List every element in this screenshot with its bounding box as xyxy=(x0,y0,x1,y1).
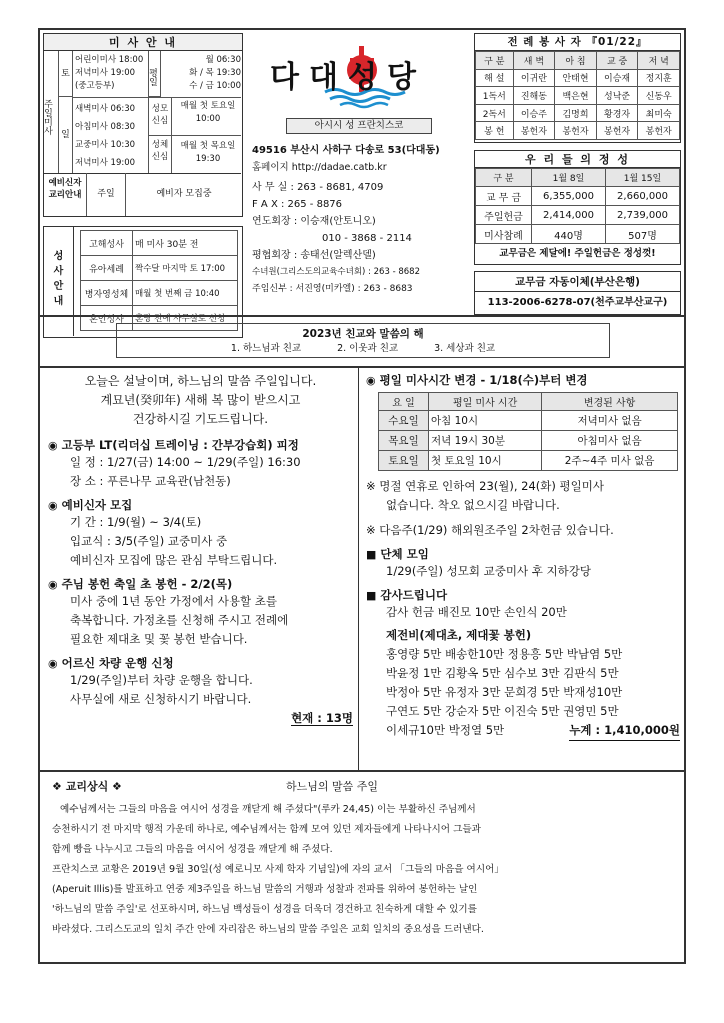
servers-cell: 안태현 xyxy=(555,69,597,87)
change-header: 변경된 사항 xyxy=(542,393,678,411)
servers-cell: 정지훈 xyxy=(638,69,680,87)
greeting-line: 건강하시길 기도드립니다. xyxy=(132,412,269,426)
servers-cell: 이승주 xyxy=(513,104,555,122)
donor-line: 박정아 5만 유정자 3만 문희경 5만 박재성10만 xyxy=(386,685,623,699)
servers-box xyxy=(474,33,681,143)
transfer-box xyxy=(474,271,681,315)
section-line: 사무실에 새로 신청하시기 바랍니다. xyxy=(70,692,252,706)
address: 49516 부산시 사하구 다송로 53(다대동) xyxy=(252,145,440,156)
theme-item: 1. 하느님과 친교 xyxy=(230,343,302,354)
weekday-mass-list xyxy=(163,54,241,93)
section-line: 예비신자 모집에 많은 관심 부탁드립니다. xyxy=(70,553,278,567)
sister-house: 수녀원(그리스도의교육수녀회) : 263 - 8682 xyxy=(252,267,420,277)
change-cell: 저녁미사 없음 xyxy=(542,411,678,431)
servers-cell: 신동우 xyxy=(638,87,680,105)
offering-title: 우 리 들 의 정 성 xyxy=(475,151,680,168)
transfer-account: 113-2006-6278-07(천주교부산교구) xyxy=(487,297,668,308)
section-line: 입교식 : 3/5(주일) 교중미사 중 xyxy=(70,534,228,548)
paragraph-line: 승천하시기 전 마지막 행적 가운데 하나로, 예수님께서는 함께 모여 있던 제자들에게 나타나시어 그들과 xyxy=(52,824,481,835)
note-line: ※ 명절 연휴로 인하여 23(월), 24(화) 평일미사 xyxy=(366,479,604,493)
section-line: 장 소 : 푸른나무 교육관(남천동) xyxy=(70,474,231,488)
servers-cell: 봉헌자 xyxy=(638,122,680,140)
paragraph-line: (Aperuit Illis)를 발표하고 연중 제3주일을 하느님 말씀의 거행과 성찰과 전파를 위하여 봉헌하는 날인 xyxy=(52,884,478,895)
catechumen-label: 예비신자교리안내 xyxy=(48,178,82,200)
servers-cell: 2독서 xyxy=(476,104,514,122)
servers-cell: 봉헌자 xyxy=(596,122,638,140)
change-cell: 아침미사 없음 xyxy=(542,431,678,451)
donor-line: 박윤정 1만 김황옥 5만 심수보 3만 김판식 5만 xyxy=(386,666,619,680)
donor-line: 홍영량 5만 배송한10만 정용흥 5만 박남염 5만 xyxy=(386,647,623,661)
bullet-icon: ◉ xyxy=(48,499,58,512)
patron-badge: 아시시 성 프란치스코 xyxy=(286,118,432,134)
catechumen-day: 주일 xyxy=(86,173,126,216)
change-header: 평일 미사 시간 xyxy=(429,393,542,411)
offering-cell: 2,739,000 xyxy=(606,206,680,225)
servers-header: 교 중 xyxy=(596,52,638,70)
offering-cell: 440명 xyxy=(532,225,606,244)
section-title: 평일 미사시간 변경 - 1/18(수)부터 변경 xyxy=(379,373,588,387)
offering-cell: 미사참례 xyxy=(476,225,532,244)
sun-row: 교중미사 10:30 xyxy=(75,140,136,150)
heart-text: 매월 첫 목요일 19:30 xyxy=(180,141,236,164)
servers-header: 구 분 xyxy=(476,52,514,70)
section-title: 어르신 차량 운행 신청 xyxy=(61,656,174,670)
donor-line: 구연도 5만 강순자 5만 이진숙 5만 권영민 5만 xyxy=(386,704,619,718)
change-header: 요 일 xyxy=(379,393,429,411)
altar-offering-title: 제전비(제대초, 제대꽃 봉헌) xyxy=(386,628,532,642)
sacrament-name: 유아세례 xyxy=(81,256,133,281)
council-chair: 연도회장 : 이승재(안토니오) xyxy=(252,216,376,227)
transfer-title: 교무금 자동이체(부산은행) xyxy=(475,272,680,292)
section-line: 미사 중에 1년 동안 가정에서 사용할 초를 xyxy=(70,594,277,608)
greeting-line: 오늘은 설날이며, 하느님의 말씀 주일입니다. xyxy=(84,374,317,388)
bullet-icon: ◉ xyxy=(48,439,58,452)
offering-cell: 2,414,000 xyxy=(532,206,606,225)
offering-cell: 2,660,000 xyxy=(606,187,680,206)
theme-box xyxy=(116,323,610,358)
confession-label: 성모신심 xyxy=(151,104,169,126)
paragraph-line: '하느님의 말씀 주일'로 선포하시며, 하느님 백성들이 성경을 더욱더 경건하고 친숙하게 대할 수 있기를 xyxy=(52,904,477,915)
sacrament-text: 매 미사 30분 전 xyxy=(133,231,238,256)
sunday-label: 일 xyxy=(59,97,73,173)
council-phone: 010 - 3868 - 2114 xyxy=(322,233,412,244)
servers-cell: 봉 헌 xyxy=(476,122,514,140)
section-title: 주님 봉헌 축일 초 봉헌 - 2/2(목) xyxy=(61,577,233,591)
bullet-icon: ◉ xyxy=(48,657,58,670)
lay-chair: 평협회장 : 송태선(알렉산델) xyxy=(252,250,376,261)
section-line: 1/29(주일)부터 차량 운행을 합니다. xyxy=(70,673,253,687)
bullet-icon: ◉ xyxy=(366,374,376,387)
notice-section xyxy=(48,655,353,726)
parish-name: 다대성당 xyxy=(270,60,426,95)
section-line: 필요한 제대초 및 꽃 봉헌 받습니다. xyxy=(70,632,248,646)
square-bullet-icon: ■ xyxy=(366,589,377,602)
catechism-label: ❖ 교리상식 ❖ xyxy=(52,780,122,793)
heart-label: 성체신심 xyxy=(151,140,169,162)
theme-item: 3. 세상과 친교 xyxy=(434,343,496,354)
change-cell: 저녁 19시 30분 xyxy=(429,431,542,451)
sat-row: (중고등부) xyxy=(75,81,115,91)
section-line: 일 정 : 1/27(금) 14:00 ~ 1/29(주일) 16:30 xyxy=(70,455,301,469)
servers-table xyxy=(475,51,680,140)
change-cell: 첫 토요일 10시 xyxy=(429,451,542,471)
homepage-link[interactable]: 홈페이지 http://dadae.catb.kr xyxy=(252,162,387,173)
sacrament-text: 짝수달 마지막 토 17:00 xyxy=(133,256,238,281)
servers-cell: 이귀란 xyxy=(513,69,555,87)
servers-cell: 봉헌자 xyxy=(555,122,597,140)
note-line: ※ 다음주(1/29) 해외원조주일 2차헌금 있습니다. xyxy=(366,523,614,537)
confession-text: 매월 첫 토요일 10:00 xyxy=(180,101,236,124)
catechism-box xyxy=(46,778,678,940)
sunday-mass-list xyxy=(75,100,147,172)
servers-cell: 최미숙 xyxy=(638,104,680,122)
weekday-row: 화 / 목 19:30 xyxy=(189,68,241,78)
weekday-change-table xyxy=(378,392,678,471)
change-cell: 목요일 xyxy=(379,431,429,451)
sacrament-text: 매월 첫 번째 금 10:40 xyxy=(133,281,238,306)
servers-cell: 봉헌자 xyxy=(513,122,555,140)
servers-cell: 이승재 xyxy=(596,69,638,87)
notice-section xyxy=(48,497,353,570)
theme-title: 2023년 친교와 말씀의 해 xyxy=(302,328,424,340)
bulletin-frame xyxy=(38,28,686,964)
paragraph-line: 예수님께서는 그들의 마음을 여시어 성경을 깨닫게 해 주셨다"(루카 24,45) 이는 부활하신 주님께서 xyxy=(60,804,476,815)
saturday-mass-list xyxy=(75,54,147,93)
sunday-mass-label: 주일미사 xyxy=(44,51,59,173)
change-cell: 2주~4주 미사 없음 xyxy=(542,451,678,471)
notice-section xyxy=(48,437,353,491)
vehicle-count: 현재 : 13명 xyxy=(291,711,353,725)
parish-logo xyxy=(270,40,450,110)
mass-schedule-box xyxy=(43,33,243,217)
left-column xyxy=(48,372,353,726)
sat-row: 저녁미사 19:00 xyxy=(75,68,136,78)
greeting-line: 계묘년(癸卯年) 새해 복 많이 받으시고 xyxy=(100,393,301,407)
paragraph-line: 프란치스코 교황은 2019년 9월 30일(성 예로니모 사제 학자 기념일)에 자의 교서 「그들의 마음을 여시어」 xyxy=(52,864,504,875)
section-title: 고등부 LT(리더십 트레이닝 : 간부강습회) 피정 xyxy=(61,438,299,452)
right-column xyxy=(366,372,680,741)
sacrament-label: 성사안내 xyxy=(44,227,74,336)
thanks-line: 감사 헌금 배진모 10만 손인식 20만 xyxy=(386,605,567,619)
catechism-paragraph xyxy=(46,800,678,940)
servers-cell: 김명희 xyxy=(555,104,597,122)
servers-cell: 백은현 xyxy=(555,87,597,105)
pastor: 주임신부 : 서진영(미카엘) : 263 - 8683 xyxy=(252,284,413,294)
change-cell: 아침 10시 xyxy=(429,411,542,431)
mass-schedule-title: 미 사 안 내 xyxy=(44,34,242,51)
offering-cell: 6,355,000 xyxy=(532,187,606,206)
servers-cell: 진해동 xyxy=(513,87,555,105)
offering-table xyxy=(475,168,680,244)
offering-cell: 교 무 금 xyxy=(476,187,532,206)
section-title: 단체 모임 xyxy=(380,547,429,561)
weekday-row: 월 06:30 xyxy=(205,55,241,65)
change-cell: 토요일 xyxy=(379,451,429,471)
servers-cell: 성낙준 xyxy=(596,87,638,105)
catechism-title: 하느님의 말씀 주일 xyxy=(286,780,379,793)
bullet-icon: ◉ xyxy=(48,578,58,591)
catechumen-text: 예비자 모집중 xyxy=(156,189,212,199)
sacrament-name: 혼인성사 xyxy=(81,306,133,331)
section-line: 1/29(주일) 성모회 교중미사 후 지하강당 xyxy=(386,564,591,578)
weekday-row: 수 / 금 10:00 xyxy=(189,81,241,91)
offering-cell: 507명 xyxy=(606,225,680,244)
parish-info xyxy=(252,142,492,298)
fax-number: F A X : 265 - 8876 xyxy=(252,199,343,210)
servers-header: 새 벽 xyxy=(513,52,555,70)
section-title: 감사드립니다 xyxy=(380,588,448,602)
offering-header: 1월 15일 xyxy=(606,169,680,187)
offering-box xyxy=(474,150,681,265)
offering-note: 교무금은 제달에! 주일헌금은 정성껏! xyxy=(499,248,656,259)
paragraph-line: 함께 빵을 나누시고 그들의 마음을 여시어 성경을 깨닫게 해 주셨다. xyxy=(52,844,333,855)
saturday-label: 토 xyxy=(59,51,73,97)
sacrament-name: 병자영성체 xyxy=(81,281,133,306)
servers-cell: 1독서 xyxy=(476,87,514,105)
section-line: 기 간 : 1/9(월) ~ 3/4(토) xyxy=(70,515,202,529)
square-bullet-icon: ■ xyxy=(366,548,377,561)
section-line: 축복합니다. 가정초를 신청해 주시고 전례에 xyxy=(70,613,289,627)
sacrament-box xyxy=(43,226,243,338)
sun-row: 저녁미사 19:00 xyxy=(75,158,136,168)
sat-row: 어린이미사 18:00 xyxy=(75,55,144,65)
sun-row: 새벽미사 06:30 xyxy=(75,104,136,114)
offering-cell: 주일헌금 xyxy=(476,206,532,225)
section-title: 예비신자 모집 xyxy=(61,498,133,512)
theme-item: 2. 이웃과 친교 xyxy=(337,343,399,354)
servers-title: 전 례 봉 사 자 『01/22』 xyxy=(475,34,680,51)
office-phone: 사 무 실 : 263 - 8681, 4709 xyxy=(252,182,384,193)
servers-header: 저 녁 xyxy=(638,52,680,70)
notice-section xyxy=(48,576,353,649)
weekday-label: 평일 xyxy=(148,51,161,97)
offering-header: 구 분 xyxy=(476,169,532,187)
servers-header: 아 침 xyxy=(555,52,597,70)
servers-cell: 해 설 xyxy=(476,69,514,87)
offering-header: 1월 8일 xyxy=(532,169,606,187)
sacrament-text: 혼당 전에 사무실로 신청 xyxy=(133,306,238,331)
paragraph-line: 바라셨다. 그리스도교의 일치 주간 안에 자리잡은 하느님의 말씀 주일은 교회 일치의 중요성을 드러낸다. xyxy=(52,924,484,935)
total-amount: 누계 : 1,410,000원 xyxy=(569,721,680,741)
change-cell: 수요일 xyxy=(379,411,429,431)
note-line: 없습니다. 착오 없으시길 바랍니다. xyxy=(386,498,560,512)
servers-cell: 황경자 xyxy=(596,104,638,122)
donor-line: 이세규10만 박정열 5만 xyxy=(386,723,505,737)
sun-row: 아침미사 08:30 xyxy=(75,122,136,132)
sacrament-name: 고해성사 xyxy=(81,231,133,256)
